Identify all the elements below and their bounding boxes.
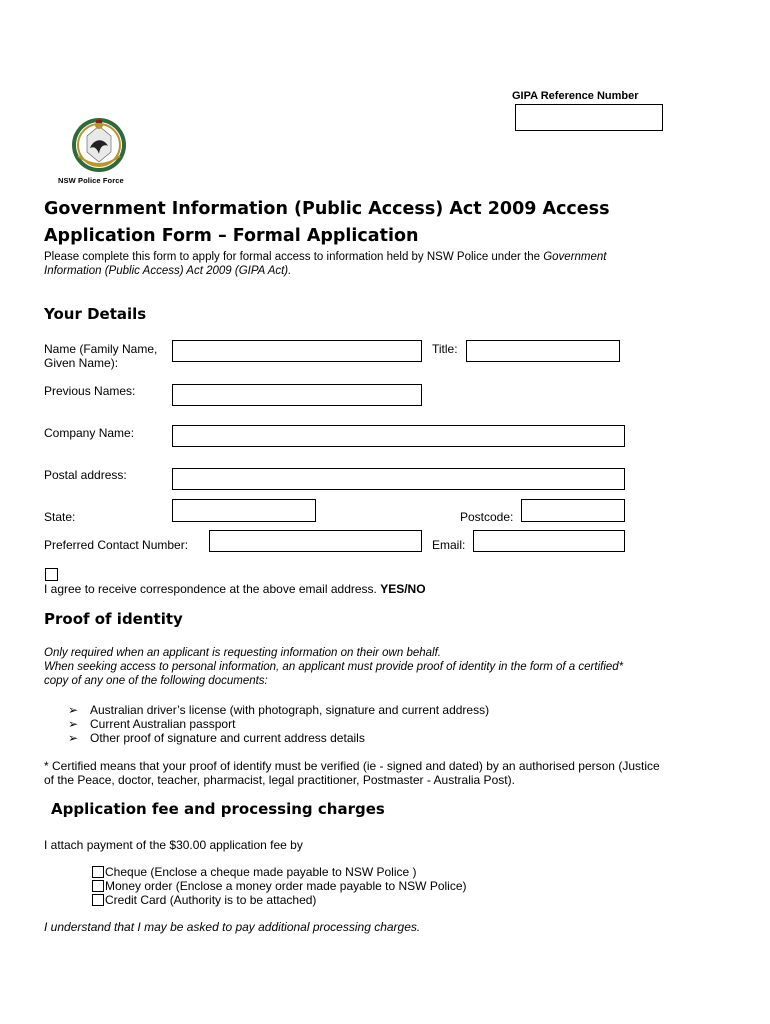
agree-yes-no: YES/NO — [380, 582, 426, 596]
money-order-option-label: Money order (Enclose a money order made payable to NSW Police) — [105, 879, 467, 893]
cheque-option-label: Cheque (Enclose a cheque made payable to NSW Police ) — [105, 865, 417, 879]
name-label-line-1: Name (Family Name, — [44, 342, 158, 356]
email-label: Email: — [432, 538, 466, 552]
intro-text-1-italic: Government — [543, 251, 607, 263]
title-input[interactable] — [466, 340, 620, 362]
logo-caption: NSW Police Force — [58, 176, 124, 185]
intro-text-1: Please complete this form to apply for formal access to information held by NSW Police under the — [44, 251, 544, 263]
proof-of-identity-instructions — [44, 646, 744, 688]
arrow-bullet-icon: ➢ — [68, 731, 79, 745]
agree-text: I agree to receive correspondence at the above email address. — [44, 582, 381, 596]
list-item — [68, 731, 365, 745]
postal-address-input[interactable] — [172, 468, 625, 490]
state-input[interactable] — [172, 499, 316, 522]
email-input[interactable] — [473, 530, 625, 552]
list-item — [68, 703, 489, 717]
name-label — [44, 342, 157, 370]
contact-number-input[interactable] — [209, 530, 422, 552]
company-name-label: Company Name: — [44, 426, 135, 440]
title-label: Title: — [432, 342, 458, 356]
nsw-police-badge-logo — [64, 112, 134, 174]
name-input[interactable] — [172, 340, 422, 362]
agree-correspondence-checkbox[interactable] — [45, 568, 58, 581]
credit-card-option-label: Credit Card (Authority is to be attached) — [105, 893, 317, 907]
intro-paragraph — [44, 251, 744, 278]
contact-number-label: Preferred Contact Number: — [44, 538, 189, 552]
your-details-heading: Your Details — [44, 305, 147, 323]
payment-option-money-order — [92, 879, 467, 893]
intro-text-2: Information (Public Access) Act 2009 (GIPA Act). — [44, 264, 292, 277]
agree-correspondence-text — [44, 582, 426, 596]
proof-of-identity-heading: Proof of identity — [44, 610, 183, 628]
previous-names-input[interactable] — [172, 384, 422, 406]
cheque-checkbox[interactable] — [92, 866, 104, 878]
processing-charges-note: I understand that I may be asked to pay additional processing charges. — [44, 920, 421, 934]
certified-note — [44, 759, 754, 787]
state-label: State: — [44, 510, 76, 524]
previous-names-label: Previous Names: — [44, 384, 136, 398]
payment-option-credit-card — [92, 893, 316, 907]
certified-note-line-1: * Certified means that your proof of identify must be verified (ie - signed and dated) by an authorised person (Justice — [44, 759, 660, 773]
postal-address-label: Postal address: — [44, 468, 127, 482]
proof-document-2: Current Australian passport — [90, 717, 236, 731]
gipa-reference-label: GIPA Reference Number — [512, 90, 639, 102]
arrow-bullet-icon: ➢ — [68, 717, 79, 731]
form-title — [44, 196, 744, 250]
proof-line-1: Only required when an applicant is requesting information on their own behalf. — [44, 647, 441, 659]
proof-document-3: Other proof of signature and current address details — [90, 731, 365, 745]
name-label-line-2: Given Name): — [44, 356, 119, 370]
list-item — [68, 717, 235, 731]
proof-document-1: Australian driver’s license (with photograph, signature and current address) — [90, 703, 490, 717]
form-title-line-2: Application Form – Formal Application — [44, 226, 419, 246]
arrow-bullet-icon: ➢ — [68, 703, 79, 717]
proof-line-3: copy of any one of the following documents: — [44, 675, 268, 687]
gipa-reference-input[interactable] — [515, 104, 663, 131]
payment-option-cheque — [92, 865, 417, 879]
application-fee-heading: Application fee and processing charges — [51, 800, 385, 818]
company-name-input[interactable] — [172, 425, 625, 447]
postcode-label: Postcode: — [460, 510, 514, 524]
certified-note-line-2: of the Peace, doctor, teacher, pharmacist, legal practitioner, Postmaster - Australia Post). — [44, 773, 515, 787]
credit-card-checkbox[interactable] — [92, 894, 104, 906]
proof-line-2: When seeking access to personal information, an applicant must provide proof of identity in the form of a certified* — [44, 661, 624, 673]
postcode-input[interactable] — [521, 499, 625, 522]
money-order-checkbox[interactable] — [92, 880, 104, 892]
form-title-line-1: Government Information (Public Access) Act 2009 Access — [44, 199, 610, 219]
fee-intro-text: I attach payment of the $30.00 application fee by — [44, 838, 303, 852]
